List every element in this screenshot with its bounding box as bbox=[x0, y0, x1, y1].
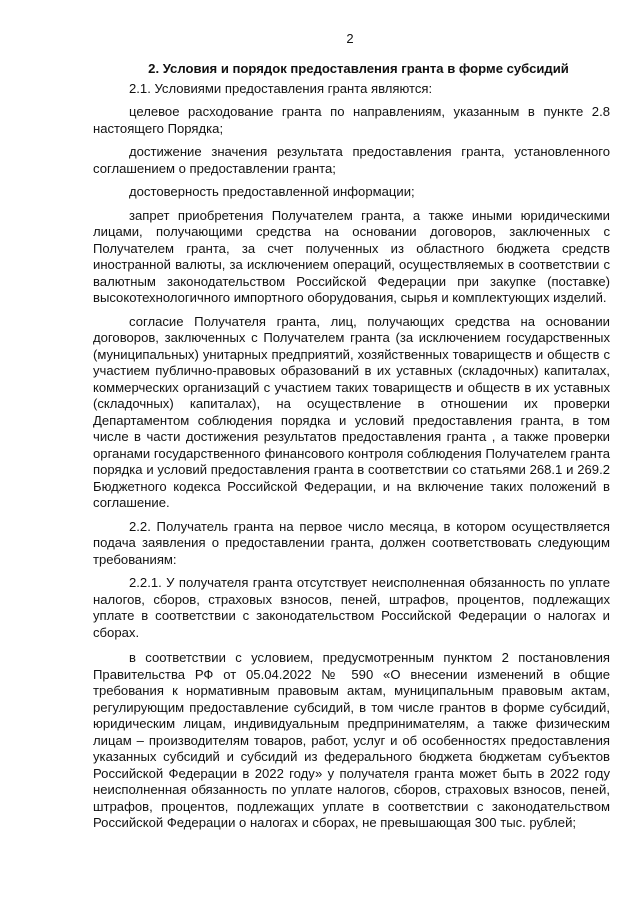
paragraph-target-spending: целевое расходование гранта по направлениям, указанным в пункте 2.8 настоящего Порядка; bbox=[93, 104, 610, 136]
paragraph-2-1: 2.1. Условиями предоставления гранта являются: bbox=[129, 80, 433, 96]
paragraph-2-2: 2.2. Получатель гранта на первое число месяца, в котором осуществляется подача заявления о предоставлении гранта, должен соответствовать следующим требованиям: bbox=[93, 518, 610, 567]
paragraph-consent: согласие Получателя гранта, лиц, получающих средства на основании договоров, заключенных с Получателем гранта (за исключением государственных (муниципальных) унитарных предприятий, хозяйственных товариществ и обществ с участием публично-правовых образований в их уставных (складочных) капиталах, коммерческих организаций с участием таких товариществ и обществ в их уставных (складочных) капиталах), на осуществление в отношении их проверки Департаментом соблюдения порядка и условий предоставления гранта, в том числе в части достижения результатов предоставления гранта , а также проверки органами государственного финансового контроля соблюдения Получателем гранта порядка и условий предоставления гранта в соответствии со статьями 268.1 и 269.2 Бюджетного кодекса Российской Федерации, и на включение таких положений в соглашение. bbox=[93, 313, 610, 510]
document-body bbox=[93, 61, 610, 839]
paragraph-2-2-1: 2.2.1. У получателя гранта отсутствует неисполненная обязанность по уплате налогов, сборов, страховых взносов, пеней, штрафов, процентов, подлежащих уплате в соответствии с законодательством Российской Федерации о налогах и сборах. bbox=[93, 575, 610, 640]
paragraph-decree-condition: в соответствии с условием, предусмотренным пунктом 2 постановления Правительства РФ от 05.04.2022 № 590 «О внесении изменений в общие требования к нормативным правовым актам, муниципальным правовым актам, регулирующим предоставление субсидий, в том числе грантов в форме субсидий, юридическим лицам, индивидуальным предпринимателям, а также физическим лицам – производителям товаров, работ, услуг и об особенностях предоставления указанных субсидий и субсидий из федерального бюджета бюджетам субъектов Российской Федерации в 2022 году» у получателя гранта может быть в 2022 году неисполненная обязанность по уплате налогов, сборов, страховых взносов, пеней, штрафов, процентов, подлежащих уплате в соответствии с законодательством Российской Федерации о налогах и сборах, не превышающая 300 тыс. рублей; bbox=[93, 650, 610, 830]
page-number: 2 bbox=[346, 31, 354, 46]
section-heading: 2. Условия и порядок предоставления гранта в форме субсидий bbox=[148, 61, 569, 76]
paragraph-reliability: достоверность предоставленной информации; bbox=[129, 184, 415, 199]
paragraph-currency-ban: запрет приобретения Получателем гранта, а также иными юридическими лицами, получающими средства на основании договоров, заключенных с Получателем гранта, за счет полученных из областного бюджета средств иностранной валюты, за исключением операций, осуществляемых в соответствии с валютным законодательством Российской Федерации при закупке (поставке) высокотехнологичного импортного оборудования, сырья и комплектующих изделий. bbox=[93, 207, 610, 305]
paragraph-result-achievement: достижение значения результата предоставления гранта, установленного соглашением о предоставлении гранта; bbox=[93, 144, 610, 176]
